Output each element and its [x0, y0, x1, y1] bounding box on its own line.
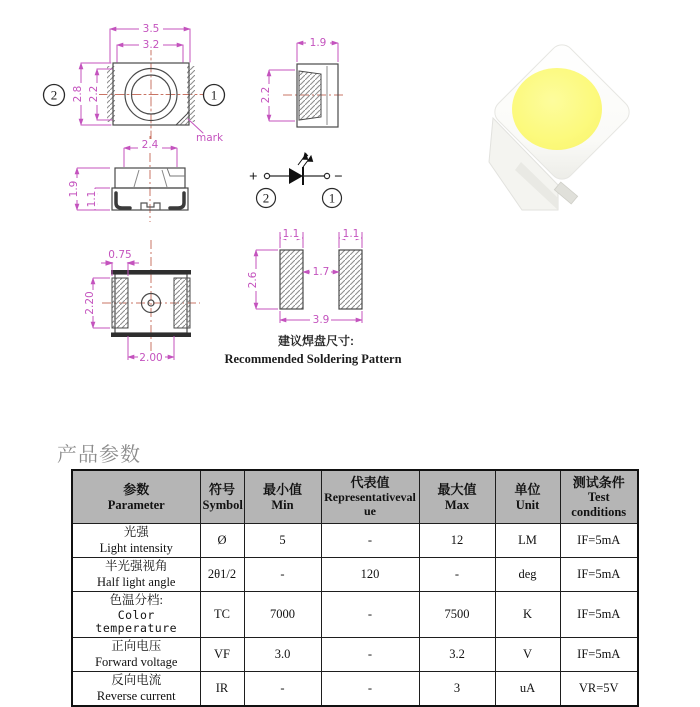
header-representative-en: Representativevalue: [324, 490, 416, 518]
cell-test: IF=5mA: [560, 592, 638, 638]
bottom-view-drawing: [84, 240, 200, 364]
dim-front-width-top: 2.4: [141, 139, 159, 151]
header-unit-zh: 单位: [514, 482, 541, 498]
dim-top-width-inner: 3.2: [142, 39, 160, 51]
header-test-conditions: [560, 470, 638, 524]
header-symbol: [200, 470, 244, 524]
header-unit-en: Unit: [515, 497, 540, 512]
header-min: [244, 470, 321, 524]
header-min-en: Min: [271, 497, 294, 512]
header-representative-zh: 代表值: [350, 475, 390, 491]
header-symbol-zh: 符号: [208, 482, 235, 498]
led-product-photo: [455, 20, 680, 225]
cell-max: 12: [419, 524, 495, 558]
cell-parameter: [72, 558, 200, 592]
cell-test: IF=5mA: [560, 638, 638, 672]
cell-min: -: [244, 672, 321, 707]
dim-side-width: 1.9: [309, 37, 327, 49]
dim-solder-pad-left: 1.1: [282, 228, 300, 240]
param-zh: 正向电压: [111, 639, 162, 654]
cell-test: IF=5mA: [560, 558, 638, 592]
dim-bottom-pad-width: 0.75: [108, 249, 132, 261]
parameter-table: [71, 469, 639, 707]
header-representative: [321, 470, 419, 524]
cell-representative: -: [321, 638, 419, 672]
cell-max: 3: [419, 672, 495, 707]
cell-parameter: [72, 524, 200, 558]
header-max: [419, 470, 495, 524]
table-row: [72, 524, 638, 558]
dim-bottom-pad-span: 2.00: [139, 352, 163, 364]
cell-max: 3.2: [419, 638, 495, 672]
solder-pattern-drawing: [224, 228, 401, 366]
dimension-drawing: [0, 0, 440, 410]
dim-top-height-outer: 2.8: [72, 85, 84, 103]
cell-min: 5: [244, 524, 321, 558]
header-min-zh: 最小值: [262, 482, 302, 498]
circuit-symbol: [249, 153, 343, 208]
circuit-pin2-label: 2: [262, 190, 270, 206]
cell-unit: LM: [495, 524, 560, 558]
param-zh: 半光强视角: [104, 559, 168, 574]
cell-unit: deg: [495, 558, 560, 592]
param-zh: 光强: [123, 525, 149, 540]
cell-representative: -: [321, 672, 419, 707]
param-zh: 色温分档:: [109, 593, 163, 607]
solder-caption-en: Recommended Soldering Pattern: [224, 352, 402, 366]
param-en: Color temperature: [95, 607, 178, 636]
dim-front-height-base: 1.1: [86, 190, 98, 208]
top-view-pin1-label: 1: [210, 87, 218, 103]
param-en: Light intensity: [99, 540, 173, 555]
front-view-drawing: [68, 136, 188, 222]
header-parameter-en: Parameter: [107, 497, 165, 512]
table-row: [72, 672, 638, 707]
cell-unit: uA: [495, 672, 560, 707]
cell-parameter: [72, 638, 200, 672]
dim-top-width-outer: 3.5: [142, 23, 160, 35]
table-header-row: [72, 470, 638, 524]
cell-representative: 120: [321, 558, 419, 592]
cell-symbol: TC: [200, 592, 244, 638]
cell-test: VR=5V: [560, 672, 638, 707]
solder-caption-zh: 建议焊盘尺寸:: [278, 334, 354, 348]
cell-min: 7000: [244, 592, 321, 638]
top-view-drawing: [44, 23, 225, 144]
cell-min: -: [244, 558, 321, 592]
param-en: Forward voltage: [95, 655, 178, 670]
dim-solder-height: 2.6: [247, 271, 259, 289]
top-view-pin2-label: 2: [50, 87, 58, 103]
table-row: [72, 558, 638, 592]
cell-symbol: VF: [200, 638, 244, 672]
dim-bottom-height: 2.20: [84, 291, 96, 315]
cell-parameter: [72, 672, 200, 707]
cell-representative: -: [321, 524, 419, 558]
cell-max: 7500: [419, 592, 495, 638]
dim-solder-pad-right: 1.1: [342, 228, 360, 240]
param-zh: 反向电流: [111, 673, 162, 688]
cathode-minus-sign: −: [334, 169, 343, 185]
header-test-en: Test conditions: [571, 490, 627, 519]
cell-parameter: [72, 592, 200, 638]
param-en: Reverse current: [96, 689, 176, 704]
cell-symbol: IR: [200, 672, 244, 707]
dim-top-height-inner: 2.2: [88, 85, 100, 103]
dim-solder-gap: 1.7: [312, 266, 330, 278]
header-parameter: [72, 470, 200, 524]
side-view-drawing: [260, 37, 346, 127]
header-symbol-en: Symbol: [202, 497, 243, 512]
cell-min: 3.0: [244, 638, 321, 672]
cell-symbol: 2θ1/2: [200, 558, 244, 592]
header-unit: [495, 470, 560, 524]
header-test-zh: 测试条件: [572, 474, 625, 490]
light-emission-arrows: [298, 153, 313, 167]
section-title: 产品参数: [57, 444, 141, 466]
param-en: Half light angle: [97, 574, 176, 589]
led-package: [489, 40, 634, 210]
circuit-pin1-label: 1: [328, 190, 336, 206]
cell-unit: V: [495, 638, 560, 672]
dim-solder-total-width: 3.9: [312, 314, 330, 326]
table-row: [72, 592, 638, 638]
cell-symbol: Ø: [200, 524, 244, 558]
dim-side-height: 2.2: [260, 86, 272, 104]
header-max-en: Max: [444, 497, 470, 512]
table-row: [72, 638, 638, 672]
cell-test: IF=5mA: [560, 524, 638, 558]
anode-plus-sign: +: [249, 169, 258, 185]
led-phosphor-dot: [512, 68, 602, 150]
cell-unit: K: [495, 592, 560, 638]
header-parameter-zh: 参数: [123, 482, 150, 498]
mark-label: mark: [196, 132, 224, 144]
header-max-zh: 最大值: [437, 482, 477, 498]
dim-front-height: 1.9: [68, 180, 80, 198]
cell-max: -: [419, 558, 495, 592]
cell-representative: -: [321, 592, 419, 638]
